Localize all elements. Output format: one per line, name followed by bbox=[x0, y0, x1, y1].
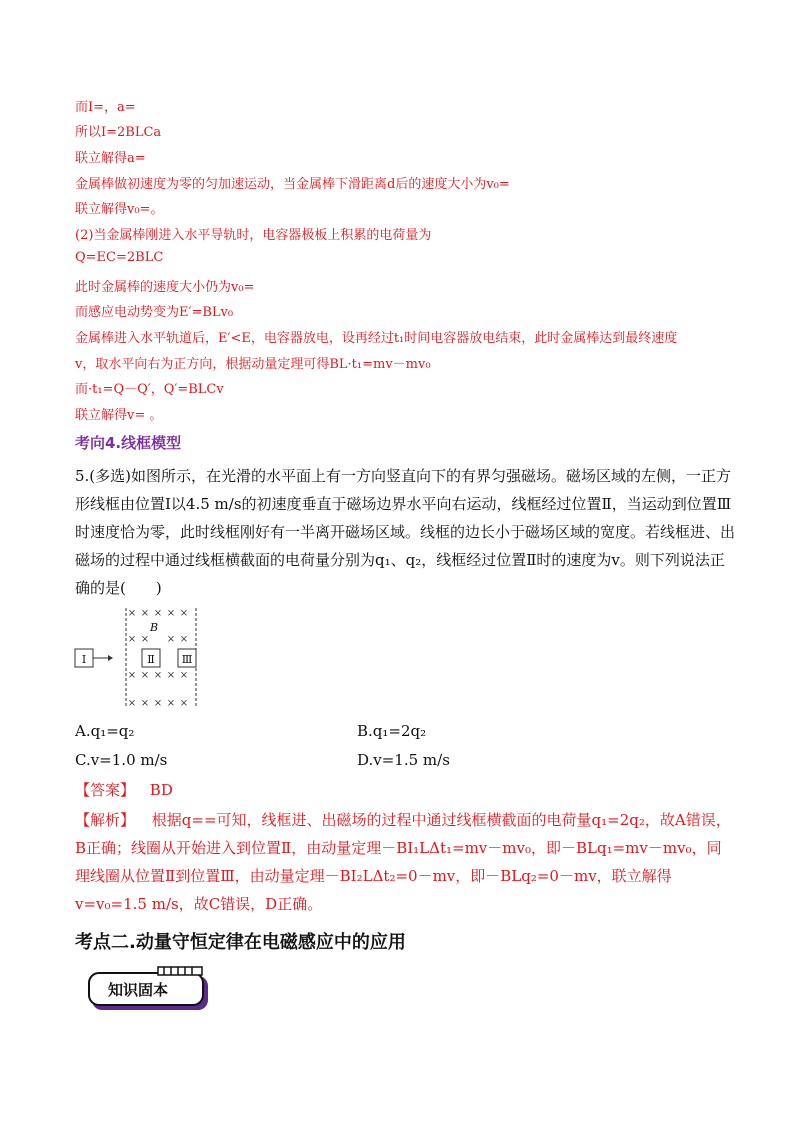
cross-mark: × bbox=[140, 608, 150, 619]
cross-mark: × bbox=[127, 634, 137, 645]
cross-mark: × bbox=[166, 634, 176, 645]
topic-heading: 考点二.动量守恒定律在电磁感应中的应用 bbox=[75, 932, 406, 953]
cross-mark: × bbox=[166, 608, 176, 619]
solution-line: v，取水平向右为正方向，根据动量定理可得BL·t₁=mv－mv₀ bbox=[75, 357, 431, 372]
option-a: A.q₁=q₂ bbox=[75, 722, 135, 740]
cross-mark: × bbox=[127, 670, 137, 681]
answer-value: BD bbox=[149, 781, 173, 799]
solution-line: 而感应电动势变为E′=BLv₀ bbox=[75, 305, 234, 320]
solution-line: 此时金属棒的速度大小仍为v₀= bbox=[75, 280, 255, 295]
position-3-label: Ⅲ bbox=[181, 653, 193, 666]
option-d: D.v=1.5 m/s bbox=[357, 751, 450, 769]
cross-mark: × bbox=[153, 698, 163, 709]
solution-line: 金属棒进入水平轨道后，E′<E，电容器放电，设再经过t₁时间电容器放电结束，此时金属棒达到最终速度 bbox=[75, 331, 678, 346]
solution-line: 联立解得v= 。 bbox=[75, 408, 163, 423]
question-text: 5.(多选)如图所示，在光滑的水平面上有一方向竖直向下的有界匀强磁场。磁场区域的左侧，一正方形线框由位置Ⅰ以4.5 m/s的初速度垂直于磁场边界水平向右运动，线框经过位置Ⅱ，当运动到位置Ⅲ时速度恰为零，此时线框刚好有一半离开磁场区域。线框的边长小于磁场区域的宽度。若线框进、出磁场的过程中通过线框横截面的电荷量分别为q₁、q₂，线框经过位置Ⅱ时的速度为v。则下列说法正确的是( ) bbox=[75, 467, 736, 597]
solution-line: Q=EC=2BLC bbox=[75, 250, 164, 265]
answer-row bbox=[75, 779, 173, 800]
cross-mark: × bbox=[166, 670, 176, 681]
cross-mark: × bbox=[140, 670, 150, 681]
cross-mark: × bbox=[127, 698, 137, 709]
analysis-label: 【解析】 bbox=[75, 811, 136, 829]
analysis-text: 根据q==可知，线框进、出磁场的过程中通过线框横截面的电荷量q₁=2q₂，故A错误，B正确；线圈从开始进入到位置Ⅱ，由动量定理－BI₁LΔt₁=mv－mv₀，即－BLq₁=mv－mv₀，同理线圈从位置Ⅱ到位置Ⅲ，由动量定理－BI₂LΔt₂=0－mv，即－BLq₂=0－mv，联立解得v=v₀=1.5 m/s，故C错误，D正确。 bbox=[75, 811, 731, 913]
analysis-block bbox=[75, 806, 735, 918]
magnetic-field-figure bbox=[70, 604, 210, 712]
solution-line: 联立解得v₀=。 bbox=[75, 202, 164, 217]
cross-mark: × bbox=[166, 698, 176, 709]
badge-label: 知识固本 bbox=[107, 981, 169, 999]
cross-mark: × bbox=[153, 608, 163, 619]
solution-line: 联立解得a= bbox=[75, 151, 146, 166]
solution-line: (2)当金属棒刚进入水平导轨时，电容器极板上积累的电荷量为 bbox=[75, 228, 432, 243]
field-label: B bbox=[149, 621, 159, 634]
option-b: B.q₁=2q₂ bbox=[357, 722, 427, 740]
solution-line: 而·t₁=Q－Q′，Q′=BLCv bbox=[75, 382, 224, 397]
solution-line: 金属棒做初速度为零的匀加速运动，当金属棒下滑距离d后的速度大小为v₀= bbox=[75, 177, 510, 192]
cross-mark: × bbox=[179, 634, 189, 645]
option-c: C.v=1.0 m/s bbox=[75, 751, 168, 769]
cross-mark: × bbox=[179, 698, 189, 709]
arrow-head bbox=[108, 655, 113, 661]
solution-line: 所以I=2BLCa bbox=[75, 125, 162, 140]
solution-line: 而I=，a= bbox=[75, 100, 136, 115]
position-1-label: Ⅰ bbox=[81, 653, 87, 666]
cross-mark: × bbox=[153, 670, 163, 681]
position-2-label: Ⅱ bbox=[147, 653, 155, 666]
cross-mark: × bbox=[179, 608, 189, 619]
knowledge-badge bbox=[88, 966, 213, 1014]
cross-mark: × bbox=[127, 608, 137, 619]
answer-label: 【答案】 bbox=[75, 781, 136, 799]
cross-mark: × bbox=[140, 698, 150, 709]
cross-mark: × bbox=[179, 670, 189, 681]
section-heading: 考向4.线框模型 bbox=[75, 434, 182, 452]
cross-mark: × bbox=[140, 634, 150, 645]
